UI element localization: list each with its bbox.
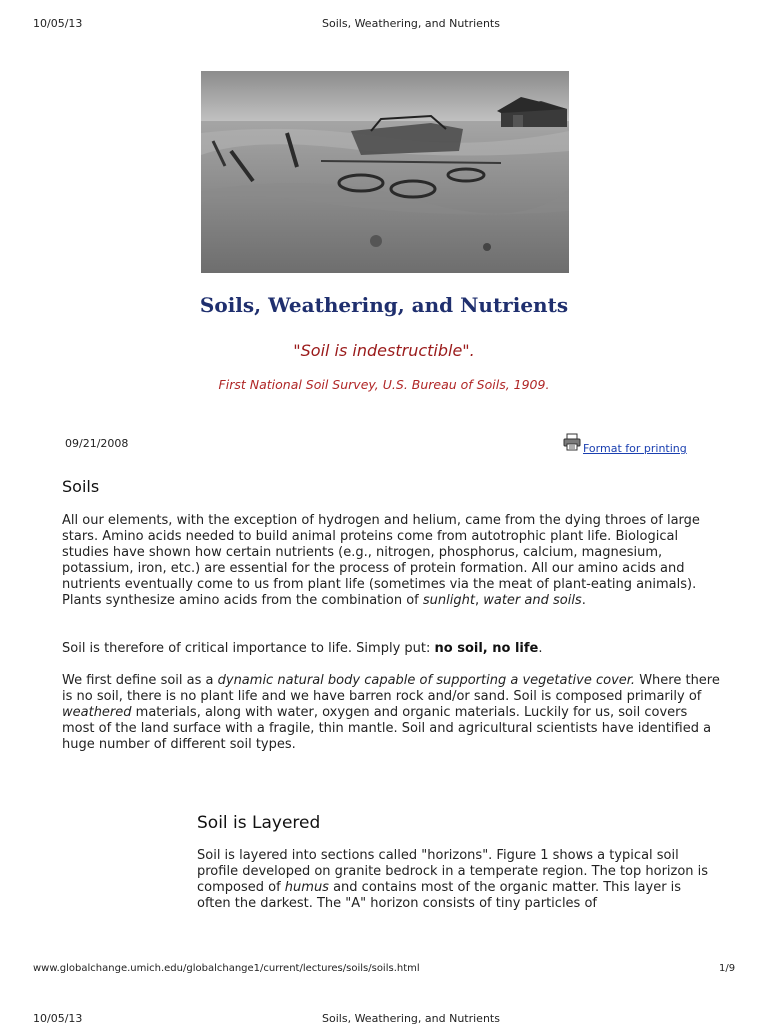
soils-paragraph-3: We first define soil as a dynamic natural body capable of supporting a vegetative cover. Where there is no soil, there is no plant life and we have barren rock and/or sand. Soil is composed primarily of weathered materials, along with water, oxygen and organic materials. Luckily for us, soil covers most of the land surface with a fragile, thin mantle. Soil and agricultural scientists have identified a huge number of different soil types. bbox=[62, 673, 720, 752]
format-for-printing-link[interactable]: Format for printing bbox=[583, 442, 687, 455]
footer-date: 10/05/13 bbox=[33, 1012, 83, 1025]
photo-illustration bbox=[201, 71, 569, 273]
soils-heading: Soils bbox=[62, 477, 100, 496]
publish-date: 09/21/2008 bbox=[65, 437, 129, 450]
print-header-date: 10/05/13 bbox=[33, 17, 83, 30]
page-number: 1/9 bbox=[719, 963, 736, 974]
footer-title: Soils, Weathering, and Nutrients bbox=[322, 1012, 500, 1025]
page-title: Soils, Weathering, and Nutrients bbox=[199, 293, 569, 317]
dust-bowl-farm-photo bbox=[201, 71, 569, 273]
layered-paragraph-1: Soil is layered into sections called "horizons". Figure 1 shows a typical soil profile developed on granite bedrock in a temperate region. The top horizon is composed of humus and contains most of the organic matter. This layer is often the darkest. The "A" horizon consists of tiny particles of bbox=[197, 848, 709, 911]
soils-paragraph-2: Soil is therefore of critical importance to life. Simply put: no soil, no life. bbox=[62, 641, 543, 656]
printer-icon bbox=[563, 433, 581, 451]
print-header-title: Soils, Weathering, and Nutrients bbox=[322, 17, 500, 30]
soils-paragraph-1: All our elements, with the exception of hydrogen and helium, came from the dying throes of large stars. Amino acids needed to build animal proteins come from autotrophic plant life. Biological studies have shown how certain nutrients (e.g., nitrogen, phosphorus, calcium, magnesium, potassium, iron, etc.) are essential for the process of protein formation. All our amino acids and nutrients eventually come to us from plant life (sometimes via the meat of plant-eating animals). Plants synthesize amino acids from the combination of sunlight, water and soils. bbox=[62, 513, 700, 608]
page-url: www.globalchange.umich.edu/globalchange1/current/lectures/soils/soils.html bbox=[33, 963, 420, 974]
format-for-printing bbox=[563, 433, 687, 455]
layered-heading: Soil is Layered bbox=[197, 813, 321, 833]
quote: "Soil is indestructible". bbox=[293, 341, 475, 360]
quote-source: First National Soil Survey, U.S. Bureau of Soils, 1909. bbox=[218, 377, 550, 392]
